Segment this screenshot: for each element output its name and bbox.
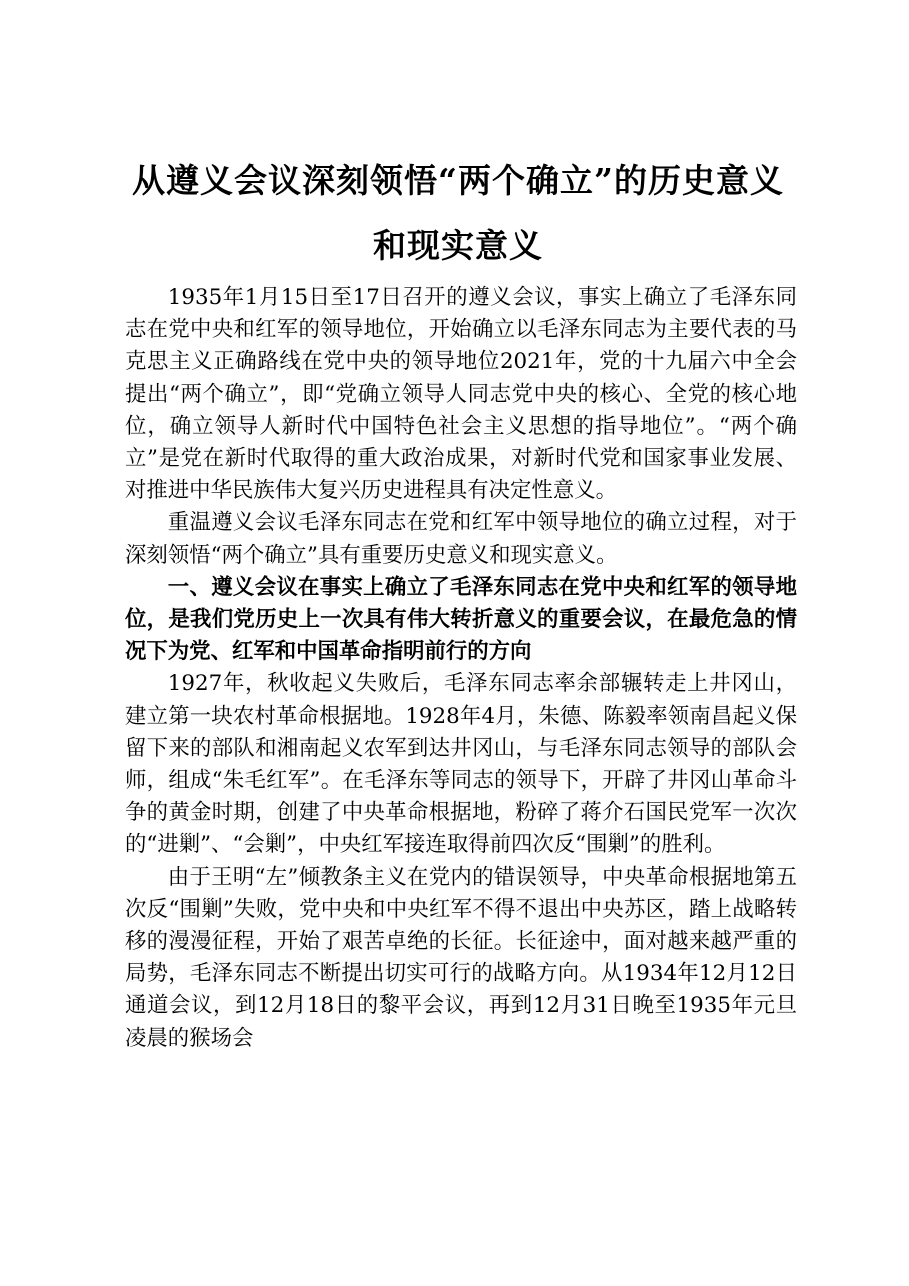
paragraph-review: 重温遵义会议毛泽东同志在党和红军中领导地位的确立过程，对于深刻领悟“两个确立”具有重要历史意义和现实意义。 <box>125 510 797 568</box>
document-body <box>125 282 797 1055</box>
document-title-line-1: 从遵义会议深刻领悟“两个确立”的历史意义 <box>132 161 784 200</box>
paragraph-jinggangshan: 1927年，秋收起义失败后，毛泽东同志率余部辗转走上井冈山，建立第一块农村革命根据地。1928年4月，朱德、陈毅率领南昌起义保留下来的部队和湘南起义农军到达井冈山，与毛泽东同志领导的部队会师，组成“朱毛红军”。在毛泽东等同志的领导下，开辟了井冈山革命斗争的黄金时期，创建了中央革命根据地，粉碎了蒋介石国民党军一次次的“进剿”、“会剿”，中央红军接连取得前四次反“围剿”的胜利。 <box>125 671 797 858</box>
section-heading-1: 一、遵义会议在事实上确立了毛泽东同志在党中央和红军的领导地位，是我们党历史上一次具有伟大转折意义的重要会议，在最危急的情况下为党、红军和中国革命指明前行的方向 <box>125 574 797 665</box>
paragraph-intro: 1935年1月15日至17日召开的遵义会议，事实上确立了毛泽东同志在党中央和红军的领导地位，开始确立以毛泽东同志为主要代表的马克思主义正确路线在党中央的领导地位2021年，党的十九届六中全会提出“两个确立”，即“党确立领导人同志党中央的核心、全党的核心地位，确立领导人新时代中国特色社会主义思想的指导地位”。“两个确立”是党在新时代取得的重大政治成果，对新时代党和国家事业发展、对推进中华民族伟大复兴历史进程具有决定性意义。 <box>125 285 797 504</box>
document-title-line-2: 和现实意义 <box>373 226 543 265</box>
paragraph-long-march: 由于王明“左”倾教条主义在党内的错误领导，中央革命根据地第五次反“围剿”失败，党中央和中央红军不得不退出中央苏区，踏上战略转移的漫漫征程，开始了艰苦卓绝的长征。长征途中，面对越来越严重的局势，毛泽东同志不断提出切实可行的战略方向。从1934年12月12日通道会议，到12月18日的黎平会议，再到12月31日晚至1935年元旦凌晨的猴场会 <box>125 864 797 1051</box>
